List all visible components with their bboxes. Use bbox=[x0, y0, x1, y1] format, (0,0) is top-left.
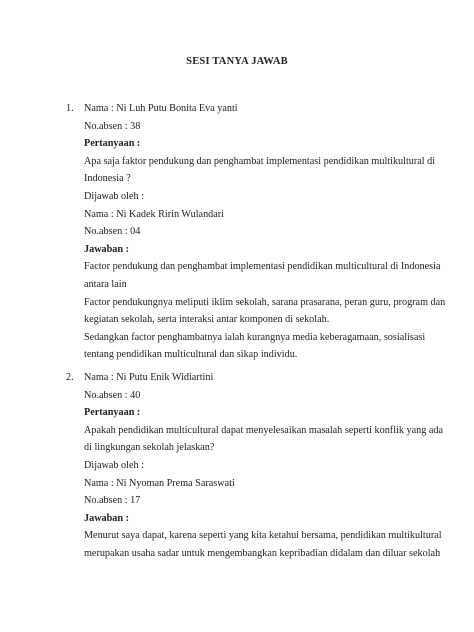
answer-line: Sedangkan factor penghambatnya ialah kurangnya media keberagamaan, sosialisasi bbox=[84, 331, 426, 343]
question-line: Apa saja faktor pendukung dan penghambat implementasi pendidikan multikultural di bbox=[84, 155, 436, 167]
answer-label: Jawaban : bbox=[84, 512, 130, 524]
question-line: Apakah pendidikan multicultural dapat menyelesaikan masalah seperti konflik yang ada bbox=[84, 424, 443, 436]
answer-label: Jawaban : bbox=[84, 243, 130, 255]
question-label: Pertanyaan : bbox=[84, 407, 141, 419]
question-label: Pertanyaan : bbox=[84, 138, 141, 150]
answer-line: merupakan usaha sadar untuk mengembangkan kepribadian didalam dan diluar sekolah bbox=[84, 547, 441, 559]
answered-by-label: Dijawab oleh : bbox=[84, 459, 144, 471]
questioner-name: Nama : Ni Putu Enik Widiartini bbox=[84, 372, 214, 383]
qa-body bbox=[84, 369, 443, 563]
answerer-name: Nama : Ni Kadek Ririn Wulandari bbox=[84, 208, 225, 220]
answerer-name: Nama : Ni Nyoman Prema Saraswati bbox=[84, 477, 235, 489]
questioner-absen: No.absen : 38 bbox=[84, 120, 141, 132]
answer-line: tentang pendidikan multicultural dan sikap individu. bbox=[84, 349, 298, 361]
answer-line: antara lain bbox=[84, 278, 127, 290]
page-title: SESI TANYA JAWAB bbox=[186, 56, 288, 67]
question-line: Indonesia ? bbox=[84, 173, 131, 185]
questioner-absen: No.absen : 40 bbox=[84, 389, 141, 401]
answer-line: Factor pendukung dan penghambat implementasi pendidikan multicultural di Indonesia bbox=[84, 261, 441, 273]
answer-line: kegiatan sekolah, serta interaksi antar komponen di sekolah. bbox=[84, 314, 330, 326]
question-line: di lingkungan sekolah jelaskan? bbox=[84, 442, 215, 454]
qa-body bbox=[84, 100, 446, 364]
answer-line: Factor pendukungnya meliputi iklim sekolah, sarana prasarana, peran guru, program dan bbox=[84, 296, 446, 308]
questioner-name: Nama : Ni Luh Putu Bonita Eva yanti bbox=[84, 103, 238, 114]
answer-line: Menurut saya dapat, karena seperti yang kita ketahui bersama, pendidikan multikultural bbox=[84, 530, 442, 542]
item-number: 1. bbox=[66, 103, 74, 114]
answered-by-label: Dijawab oleh : bbox=[84, 190, 144, 202]
answerer-absen: No.absen : 17 bbox=[84, 495, 141, 507]
item-number: 2. bbox=[66, 372, 74, 383]
answerer-absen: No.absen : 04 bbox=[84, 226, 141, 238]
